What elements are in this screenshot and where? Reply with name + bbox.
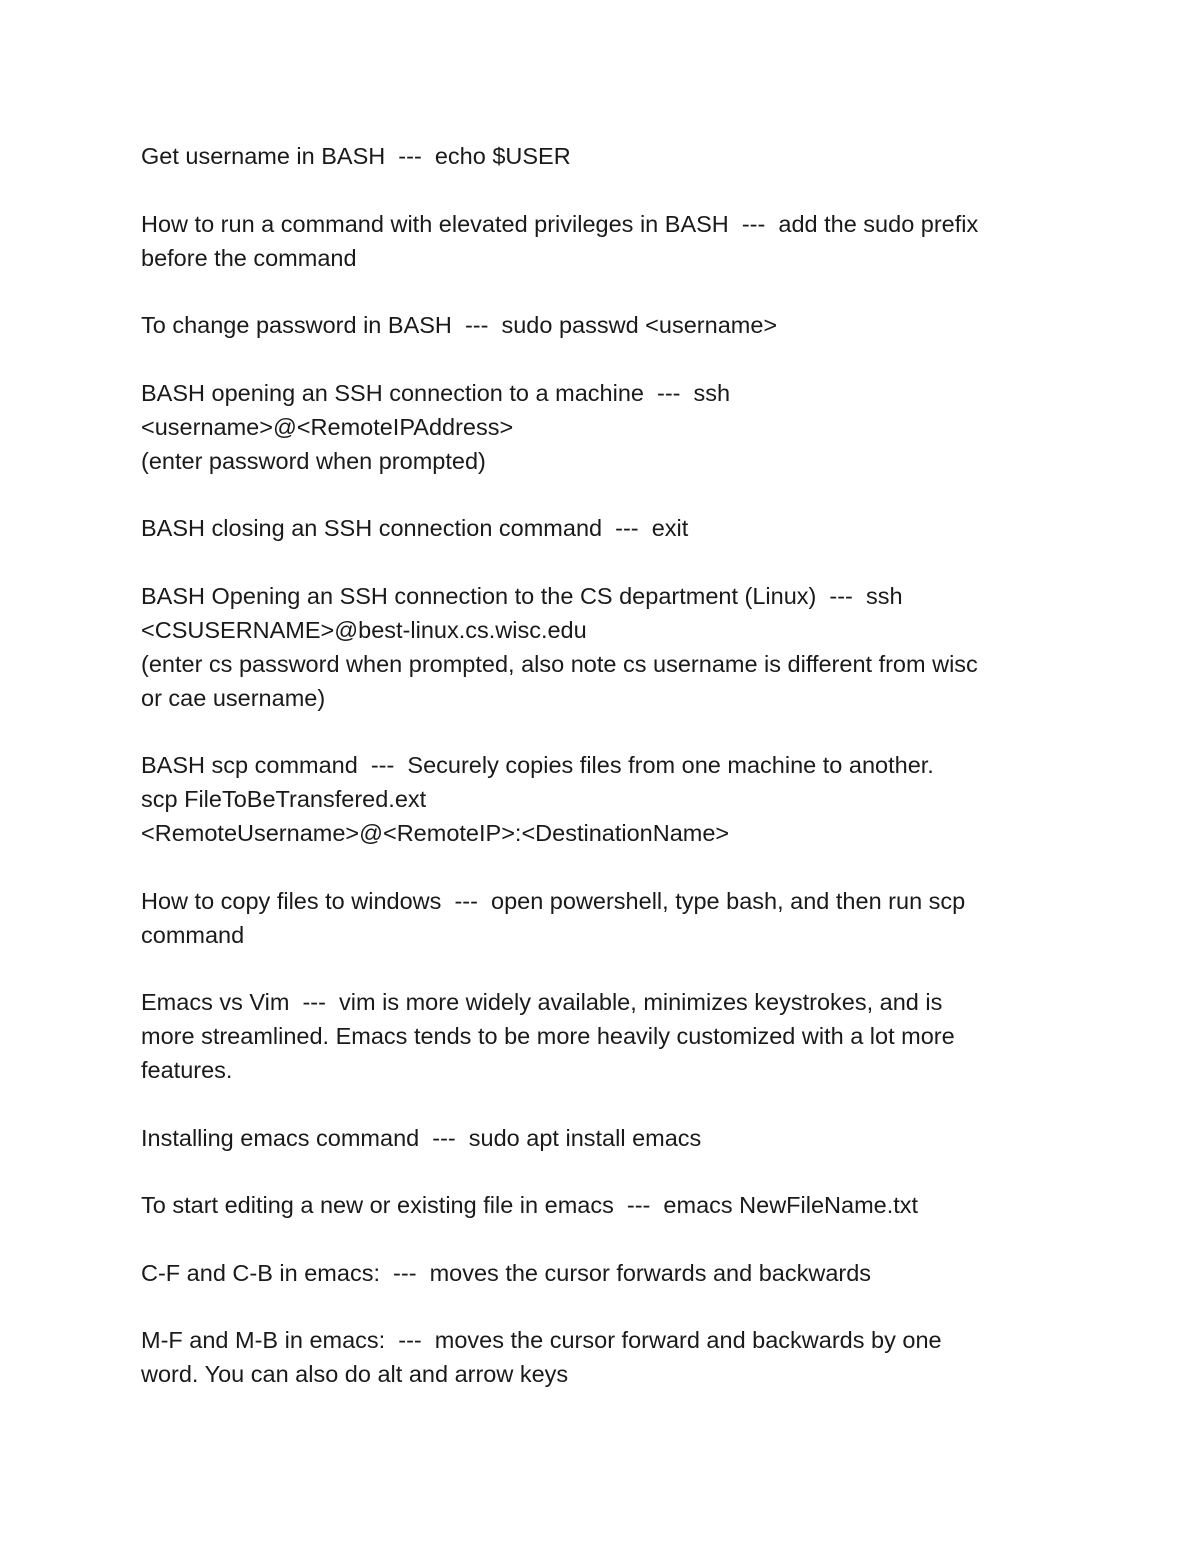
note-line: Get username in BASH --- echo $USER [141, 143, 571, 169]
note-line: How to copy files to windows --- open powershell, type bash, and then run scp [141, 887, 966, 914]
note-line: (enter password when prompted) [141, 447, 486, 474]
note-get-username [141, 139, 1061, 173]
notes-body [141, 139, 1061, 1425]
note-ssh-close [141, 511, 1061, 545]
note-line: scp FileToBeTransfered.ext [141, 786, 427, 812]
note-line: <CSUSERNAME>@best-linux.cs.wisc.edu [141, 616, 587, 643]
note-line: (enter cs password when prompted, also note cs username is different from wisc [141, 650, 978, 677]
note-line: To change password in BASH --- sudo passwd <username> [141, 312, 778, 338]
note-elevated-privileges [141, 207, 1061, 275]
note-line: To start editing a new or existing file in emacs --- emacs NewFileName.txt [141, 1192, 919, 1218]
note-line: BASH scp command --- Securely copies files from one machine to another. [141, 752, 934, 778]
note-emacs-vs-vim [141, 985, 1061, 1087]
note-line: BASH opening an SSH connection to a machine --- ssh [141, 379, 731, 406]
note-line: C-F and C-B in emacs: --- moves the cursor forwards and backwards [141, 1259, 872, 1286]
note-ssh-cs-department [141, 579, 1061, 715]
note-line: features. [141, 1057, 233, 1083]
note-line: <RemoteUsername>@<RemoteIP>:<DestinationName> [141, 820, 730, 846]
note-line: M-F and M-B in emacs: --- moves the cursor forward and backwards by one [141, 1327, 942, 1353]
note-line: How to run a command with elevated privileges in BASH --- add the sudo prefix [141, 210, 979, 237]
note-line: BASH closing an SSH connection command --- exit [141, 515, 689, 541]
note-install-emacs [141, 1121, 1061, 1155]
note-line: Emacs vs Vim --- vim is more widely available, minimizes keystrokes, and is [141, 989, 943, 1015]
note-line: BASH Opening an SSH connection to the CS department (Linux) --- ssh [141, 582, 903, 609]
note-scp [141, 748, 1061, 850]
note-change-password [141, 308, 1061, 342]
note-ssh-open [141, 376, 1061, 478]
note-line: word. You can also do alt and arrow keys [141, 1361, 569, 1387]
note-line: Installing emacs command --- sudo apt install emacs [141, 1124, 702, 1151]
note-edit-file [141, 1188, 1061, 1222]
note-mf-mb [141, 1323, 1061, 1391]
note-copy-to-windows [141, 884, 1061, 952]
note-line: <username>@<RemoteIPAddress> [141, 413, 514, 440]
note-line: before the command [141, 244, 357, 271]
note-cf-cb [141, 1256, 1061, 1290]
note-line: more streamlined. Emacs tends to be more heavily customized with a lot more [141, 1023, 955, 1049]
note-line: command [141, 921, 245, 948]
note-line: or cae username) [141, 684, 326, 711]
